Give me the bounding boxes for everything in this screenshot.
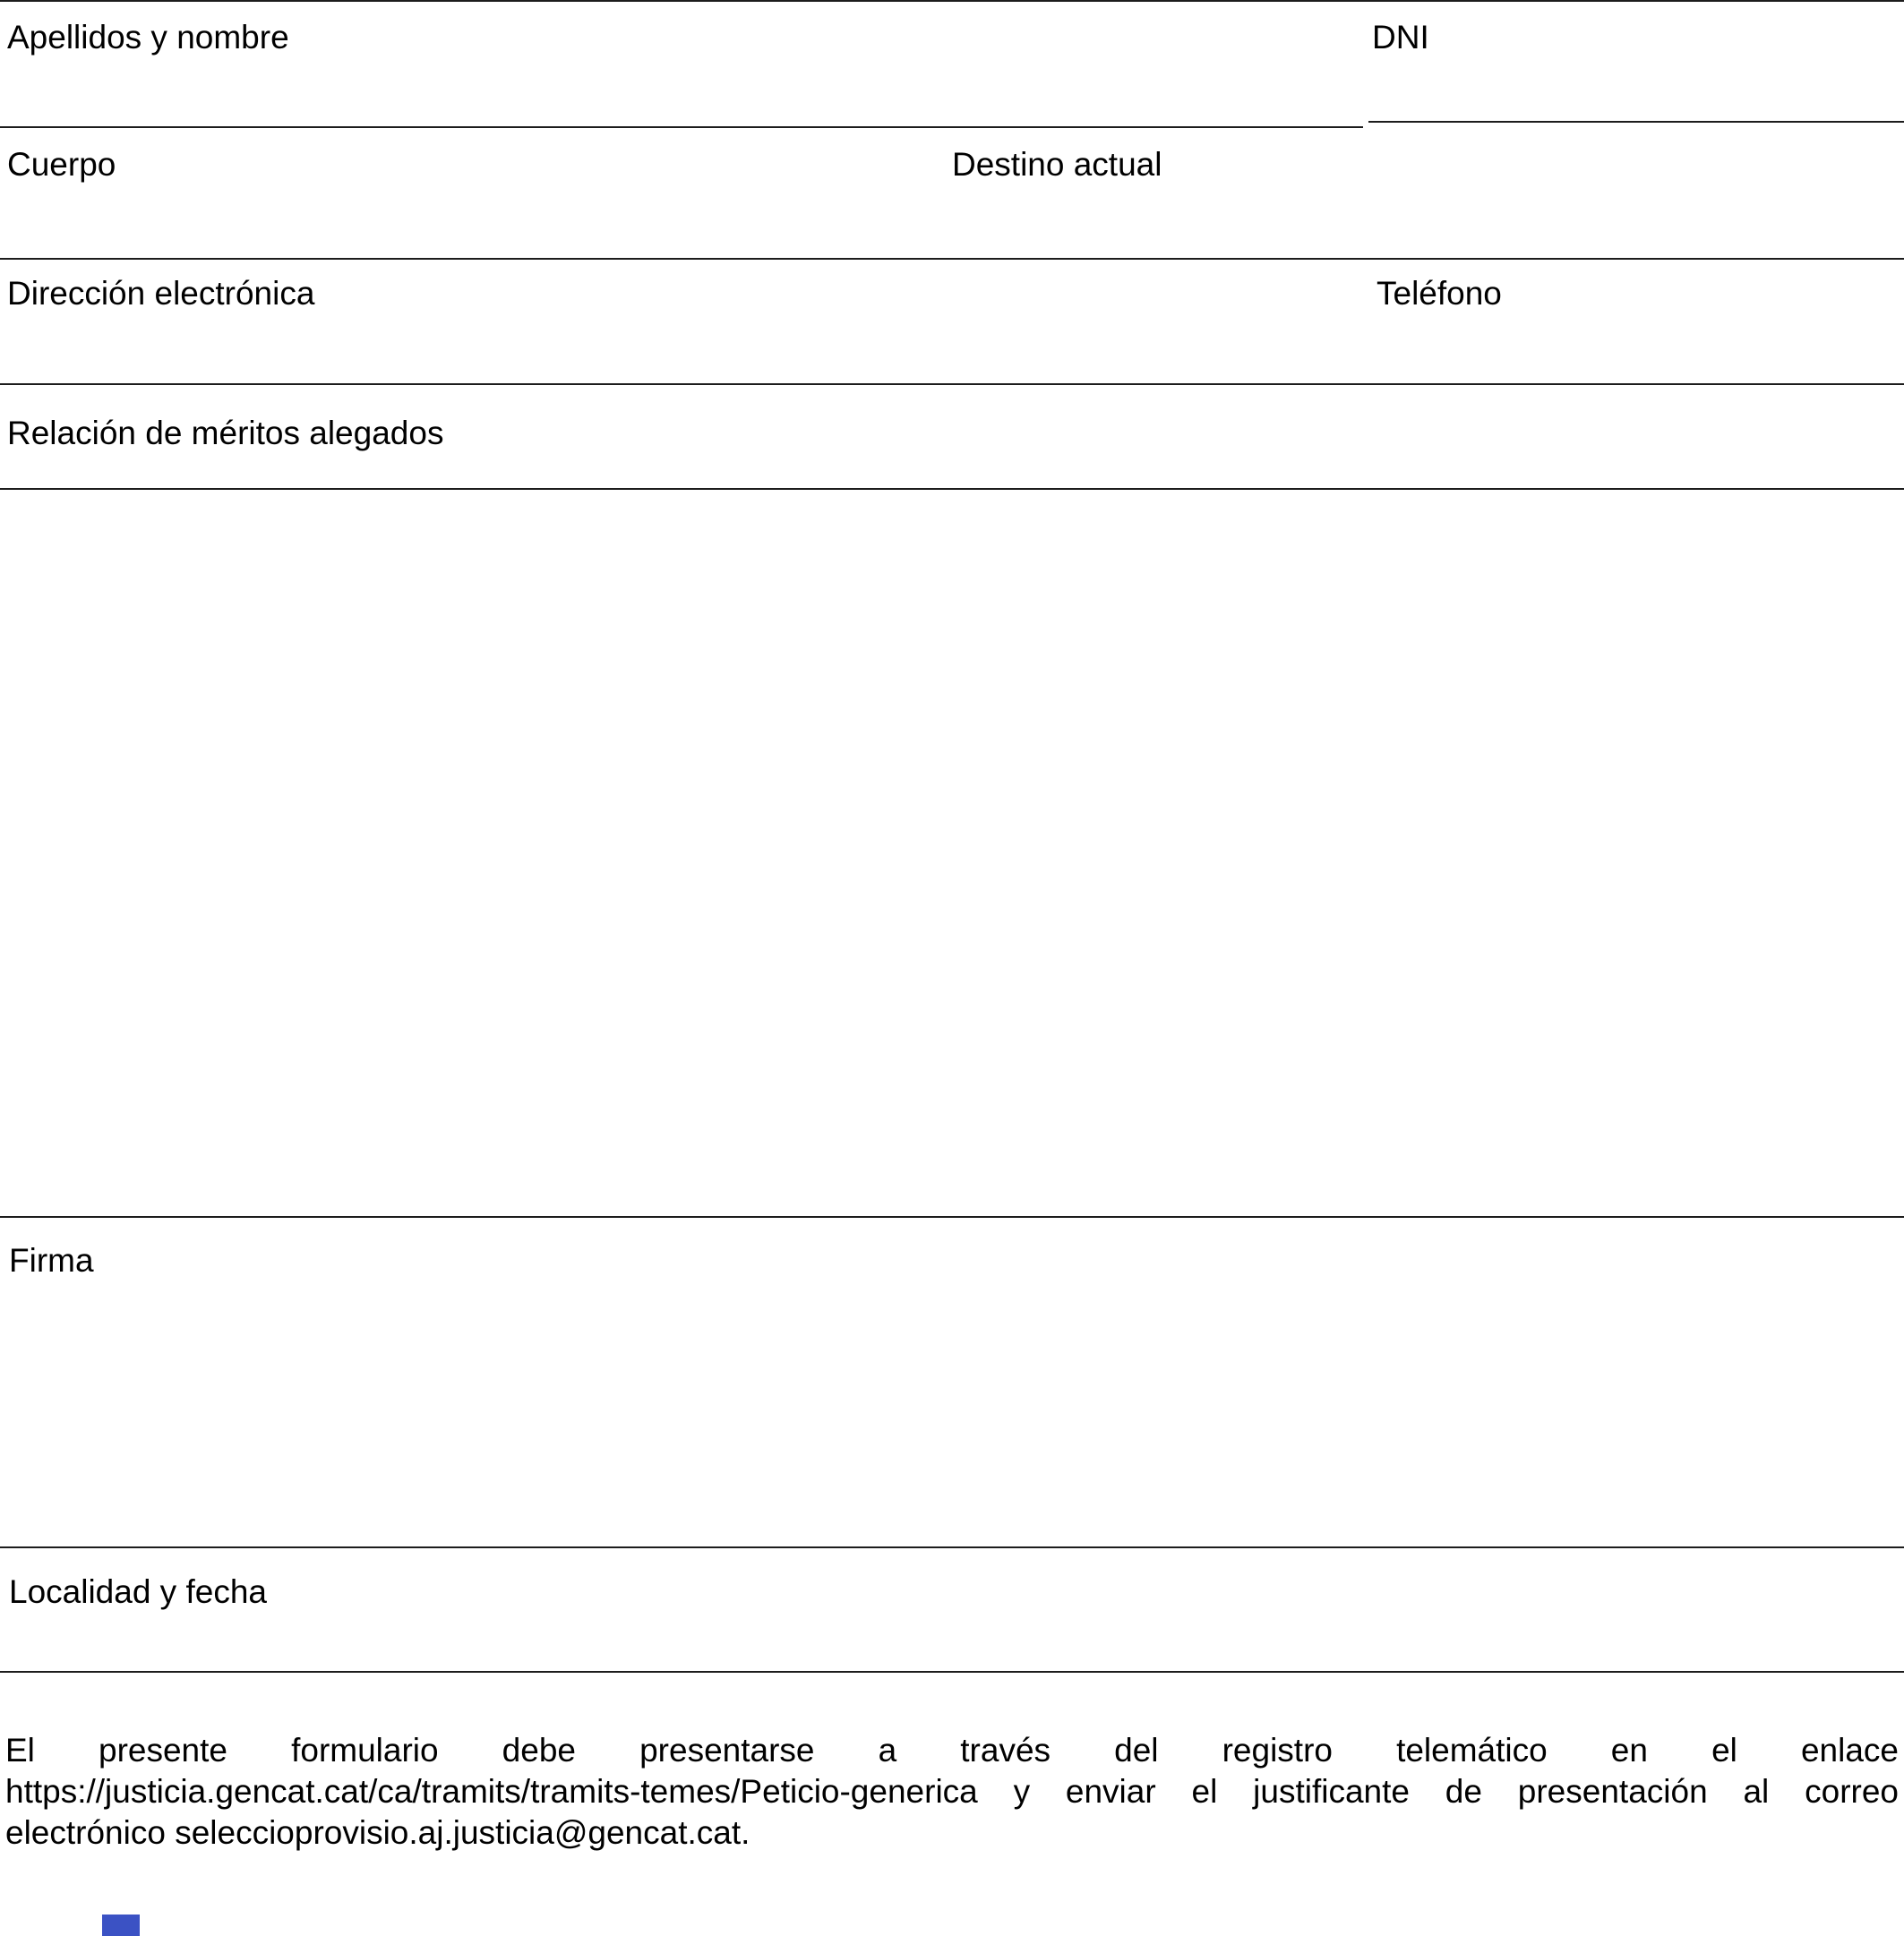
divider-localidad-top bbox=[0, 1546, 1904, 1548]
footer-line: electrónico seleccioprovisio.aj.justicia@gencat.cat. bbox=[5, 1814, 750, 1851]
footer-line: https://justicia.gencat.cat/ca/tramits/tramits-temes/Peticio-generica y enviar el justificante de presentación al correo bbox=[5, 1773, 1899, 1810]
divider-row1-right bbox=[1368, 121, 1904, 123]
telefono-label: Teléfono bbox=[1377, 275, 1502, 312]
destino-label: Destino actual bbox=[952, 146, 1162, 183]
divider-firma-top bbox=[0, 1216, 1904, 1218]
meritos-area[interactable] bbox=[0, 492, 1904, 1213]
firma-area[interactable] bbox=[0, 1286, 1904, 1544]
divider-row4 bbox=[0, 488, 1904, 490]
apellidos-input[interactable] bbox=[0, 57, 1361, 124]
logo-mark bbox=[102, 1915, 140, 1936]
divider-row3 bbox=[0, 383, 1904, 385]
direccion-label: Dirección electrónica bbox=[7, 275, 315, 312]
meritos-label: Relación de méritos alegados bbox=[7, 415, 444, 451]
localidad-input[interactable] bbox=[0, 1615, 1904, 1669]
destino-input[interactable] bbox=[952, 186, 1904, 254]
dni-input[interactable] bbox=[1368, 57, 1904, 118]
footer-note bbox=[5, 1730, 1899, 1854]
localidad-label: Localidad y fecha bbox=[9, 1573, 267, 1610]
footer-line: El presente formulario debe presentarse a través del registro telemático en el enlace bbox=[5, 1732, 1899, 1769]
divider-row1-left bbox=[0, 126, 1363, 128]
divider-localidad-bottom bbox=[0, 1671, 1904, 1673]
telefono-input[interactable] bbox=[1368, 315, 1904, 380]
dni-label: DNI bbox=[1372, 19, 1429, 56]
cuerpo-input[interactable] bbox=[0, 186, 940, 254]
cuerpo-label: Cuerpo bbox=[7, 146, 116, 183]
divider-row2 bbox=[0, 258, 1904, 260]
direccion-input[interactable] bbox=[0, 315, 1361, 380]
divider-top bbox=[0, 0, 1904, 2]
apellidos-label: Apellidos y nombre bbox=[7, 19, 289, 56]
firma-label: Firma bbox=[9, 1242, 94, 1279]
